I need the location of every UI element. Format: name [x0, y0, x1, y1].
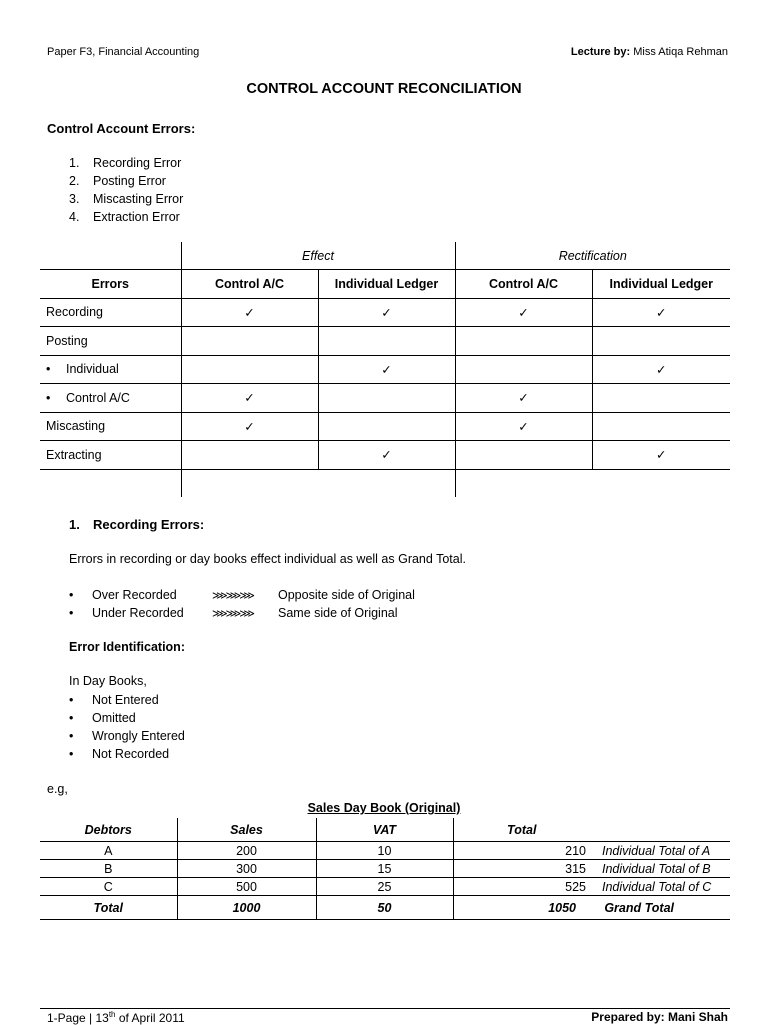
header-right-name: Miss Atiqa Rehman [633, 46, 728, 58]
table-row: C 500 25 525 Individual Total of C [40, 878, 730, 896]
errors-heading: Control Account Errors: [47, 121, 196, 136]
sales-day-book-title: Sales Day Book (Original) [307, 801, 461, 815]
list-item: 4. Extraction Error [69, 210, 180, 224]
table-row: Posting [40, 327, 730, 356]
list-item: • Under Recorded ⋙⋙⋙ Same side of Original [69, 604, 415, 622]
col-total: Total [507, 822, 537, 837]
list-item: 3. Miscasting Error [69, 192, 184, 206]
group-rectification: Rectification [455, 242, 730, 270]
arrow-icon: ⋙⋙⋙ [212, 608, 253, 620]
header-right [571, 46, 728, 58]
recording-intro: Errors in recording or day books effect individual as well as Grand Total. [69, 552, 466, 566]
identification-bullets [69, 691, 185, 763]
check-mark: ✓ [592, 298, 730, 327]
header-left: Paper F3, Financial Accounting [47, 46, 200, 58]
col-vat: VAT [316, 818, 453, 842]
col-sales: Sales [177, 818, 316, 842]
check-mark: ✓ [181, 384, 318, 413]
check-mark: ✓ [455, 412, 592, 441]
arrow-icon: ⋙⋙⋙ [212, 590, 253, 602]
list-item: • Over Recorded ⋙⋙⋙ Opposite side of Original [69, 586, 415, 604]
check-mark: ✓ [181, 412, 318, 441]
page-title: CONTROL ACCOUNT RECONCILIATION [246, 81, 522, 97]
check-mark: ✓ [455, 384, 592, 413]
footer-prepared: Prepared by: Mani Shah [591, 1010, 728, 1024]
footer-page: 1-Page | 13th of April 2011 [47, 1010, 185, 1025]
list-item: • Not Recorded [69, 747, 170, 761]
in-day-books: In Day Books, [69, 674, 147, 688]
list-item: • Omitted [69, 711, 136, 725]
table-row: Recording ✓ ✓ ✓ ✓ [40, 298, 730, 327]
col-effect-control: Control A/C [181, 270, 318, 299]
table-row: Extracting ✓ ✓ [40, 441, 730, 470]
eg-label: e.g, [47, 782, 68, 796]
list-item: • Not Entered [69, 693, 159, 707]
check-mark: ✓ [592, 355, 730, 384]
check-mark: ✓ [318, 298, 455, 327]
recording-bullets [69, 586, 415, 622]
check-mark: ✓ [181, 298, 318, 327]
footer-rule [40, 1008, 730, 1009]
check-mark: ✓ [318, 441, 455, 470]
bullet: • [46, 362, 51, 377]
table-row: Miscasting ✓ ✓ [40, 412, 730, 441]
list-item: • Wrongly Entered [69, 729, 185, 743]
table-row: • Control A/C ✓ ✓ [40, 384, 730, 413]
total-row: Total 1000 50 1050 Grand Total [40, 896, 730, 920]
bullet: • [46, 390, 51, 405]
col-rect-control: Control A/C [455, 270, 592, 299]
table-row: • Individual ✓ ✓ [40, 355, 730, 384]
check-mark: ✓ [592, 441, 730, 470]
check-mark: ✓ [318, 355, 455, 384]
identification-heading: Error Identification: [69, 640, 185, 654]
list-item: 1. Recording Error [69, 156, 182, 170]
effect-table [40, 242, 730, 497]
col-effect-individual: Individual Ledger [318, 270, 455, 299]
table-row: A 200 10 210 Individual Total of A [40, 842, 730, 860]
col-debtors: Debtors [40, 818, 177, 842]
errors-list [69, 154, 183, 226]
table-row: B 300 15 315 Individual Total of B [40, 860, 730, 878]
col-rect-individual: Individual Ledger [592, 270, 730, 299]
check-mark: ✓ [455, 298, 592, 327]
recording-heading: 1. Recording Errors: [69, 517, 205, 532]
sales-day-book-table [40, 818, 730, 920]
group-effect: Effect [181, 242, 455, 270]
col-errors: Errors [40, 270, 181, 299]
header-right-label: Lecture by: [570, 46, 631, 58]
list-item: 2. Posting Error [69, 174, 166, 188]
